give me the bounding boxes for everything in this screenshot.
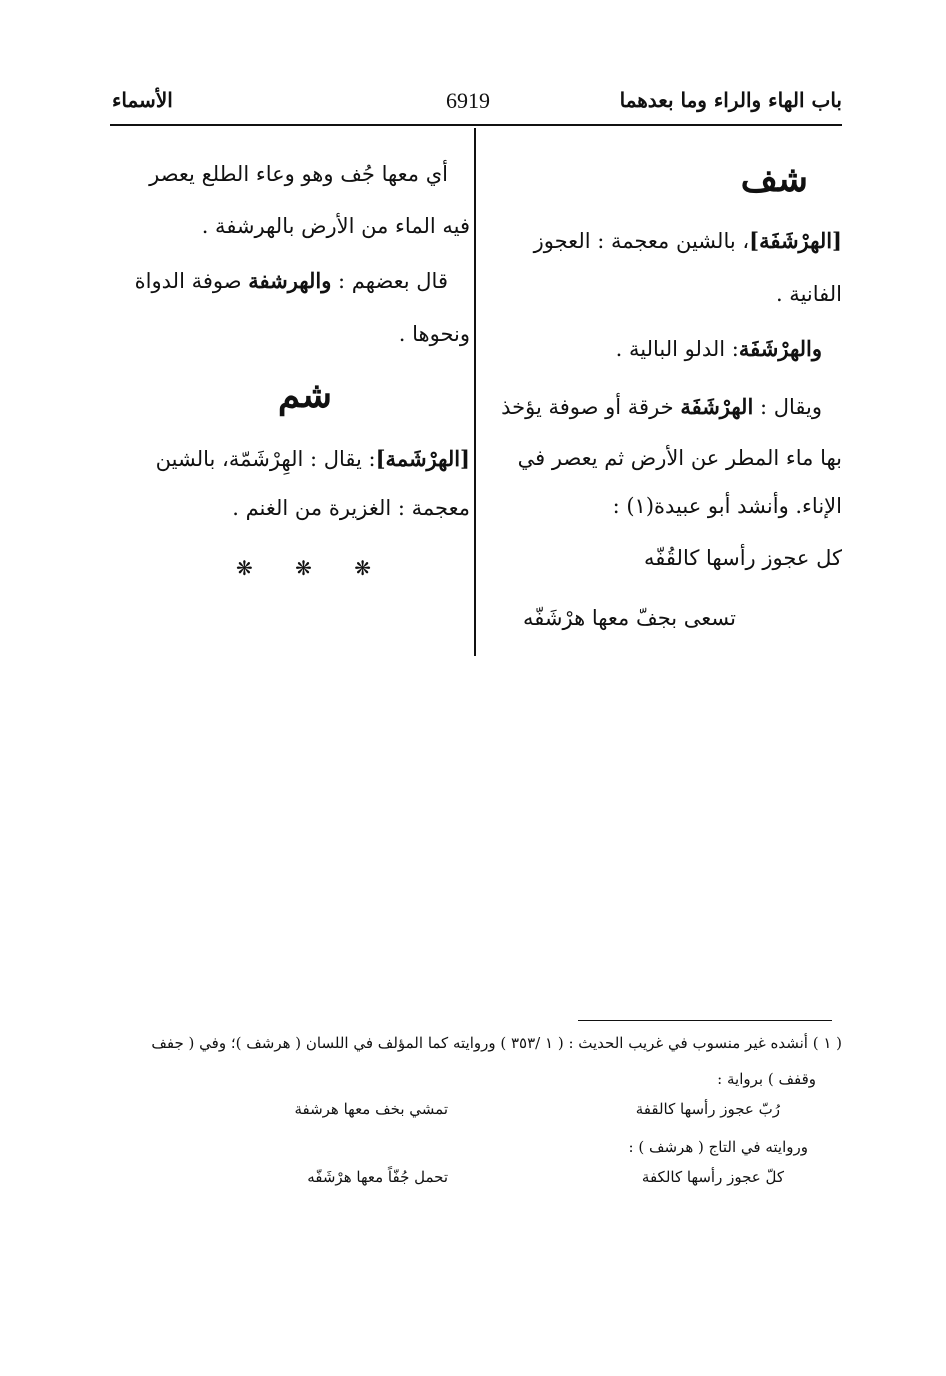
entry-headword: والهرْشَفَة <box>738 336 822 361</box>
entry-headword: [الهرْشَمة] <box>375 446 470 471</box>
entry-line: معجمة : الغزيرة من الغنم . <box>232 496 470 520</box>
entry-text: خرقة أو صوفة يؤخذ <box>501 395 681 419</box>
entry-line <box>135 268 448 293</box>
entry-line <box>501 394 822 419</box>
footnote-verse: رُبّ عجوز رأسها كالقفة <box>635 1100 780 1118</box>
verse-line: تسعى بجفّ معها هرْشَفّه <box>523 606 736 630</box>
entry-headword: [الهرْشَفَة] <box>749 228 842 253</box>
entry-text: قال بعضهم : <box>331 269 448 293</box>
entry-text: ، بالشين معجمة : العجوز <box>533 229 750 253</box>
footnote-line: ( ١ ) أنشده غير منسوب في غريب الحديث : ( ١ /٣٥٣ ) وروايته كما المؤلف في اللسان ( هرشف )؛ وفي ( جفف <box>151 1034 842 1052</box>
footnote-verse: كلّ عجوز رأسها كالكفة <box>641 1168 784 1186</box>
entry-line: أي معها جُف وهو وعاء الطلع يعصر <box>149 162 448 186</box>
running-title: باب الهاء والراء وما بعدهما <box>619 88 842 112</box>
entry-line: فيه الماء من الأرض بالهرشفة . <box>201 214 470 238</box>
entry-text: صوفة الدواة <box>134 269 249 293</box>
header-rule <box>110 124 842 126</box>
root-heading-shf: شف <box>740 158 808 200</box>
entry-text: ويقال : <box>753 395 822 419</box>
footnote-rule <box>578 1020 832 1021</box>
root-heading-shm: شم <box>277 374 332 416</box>
footnote-line: وروايته في التاج ( هرشف ) : <box>628 1138 808 1156</box>
page-number: 6919 <box>446 88 490 113</box>
section-title: الأسماء <box>112 88 173 112</box>
entry-line <box>156 446 470 471</box>
entry-line: ونحوها . <box>398 322 470 346</box>
verse-line: كل عجوز رأسها كالقُفّه <box>644 546 842 570</box>
section-end-ornament: ❋ ❋ ❋ <box>236 556 389 580</box>
entry-headword: والهرشفة <box>248 268 332 293</box>
footnote-verse: تمشي بخف معها هرشفة <box>294 1100 448 1118</box>
column-divider <box>474 128 476 656</box>
entry-line <box>616 336 822 361</box>
entry-line: الفانية . <box>775 282 842 306</box>
entry-text: : الدلو البالية . <box>615 337 739 361</box>
footnote-line: وقفف ) برواية : <box>717 1070 816 1088</box>
entry-headword: الهرْشَفَة <box>680 394 754 419</box>
entry-line <box>534 228 842 253</box>
entry-line: الإناء. وأنشد أبو عبيدة(١) : <box>612 494 842 518</box>
entry-text: : يقال : الهِرْشَمّة، بالشين <box>155 447 376 471</box>
entry-line: بها ماء المطر عن الأرض ثم يعصر في <box>517 446 842 470</box>
footnote-verse: تحمل جُفّاً معها هرْشَفّه <box>307 1168 448 1186</box>
